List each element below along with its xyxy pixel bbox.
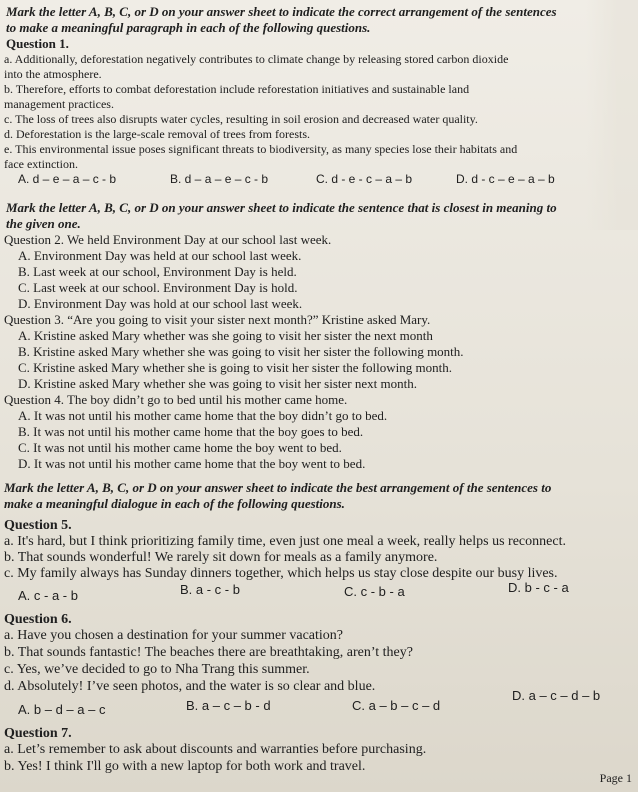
section3-instruction-line2: make a meaningful dialogue in each of the following questions.: [4, 496, 345, 511]
q6-option-a[interactable]: A. b – d – a – c: [18, 702, 106, 717]
q6-sentence-a: a. Have you chosen a destination for your summer vacation?: [4, 628, 344, 643]
q3-option-d[interactable]: D. Kristine asked Mary whether she was going to visit her sister next month.: [18, 376, 417, 391]
q7-sentence-a: a. Let’s remember to ask about discounts and warranties before purchasing.: [4, 742, 427, 757]
q1-option-b[interactable]: B. d – a – e – c - b: [170, 172, 269, 186]
q3-stem: Question 3. “Are you going to visit your sister next month?” Kristine asked Mary.: [4, 312, 431, 327]
q7-title: Question 7.: [4, 726, 72, 741]
q4-option-a[interactable]: A. It was not until his mother came home that the boy didn’t go to bed.: [18, 408, 388, 423]
q1-sentence-a-line1: a. Additionally, deforestation negatively contributes to climate change by releasing stored carbon dioxide: [4, 52, 509, 66]
q1-sentence-e-line1: e. This environmental issue poses significant threats to biodiversity, as many species lose their habitats and: [4, 142, 518, 156]
q2-option-d[interactable]: D. Environment Day was hold at our school last week.: [18, 296, 303, 311]
section2-instruction-line1: Mark the letter A, B, C, or D on your answer sheet to indicate the sentence that is closest in meaning to: [6, 200, 557, 215]
q6-sentence-d: d. Absolutely! I’ve seen photos, and the water is so clear and blue.: [4, 679, 376, 694]
q3-option-a[interactable]: A. Kristine asked Mary whether was she going to visit her sister the next month: [18, 328, 433, 343]
q1-title: Question 1.: [6, 36, 69, 51]
q5-title: Question 5.: [4, 518, 72, 533]
q4-option-b[interactable]: B. It was not until his mother came home that the boy goes to bed.: [18, 424, 364, 439]
q5-option-d[interactable]: D. b - c - a: [508, 580, 569, 595]
q4-stem: Question 4. The boy didn’t go to bed until his mother came home.: [4, 392, 348, 407]
q2-option-a[interactable]: A. Environment Day was held at our school last week.: [18, 248, 302, 263]
q6-sentence-c: c. Yes, we’ve decided to go to Nha Trang this summer.: [4, 662, 310, 677]
q1-sentence-d: d. Deforestation is the large-scale removal of trees from forests.: [4, 127, 310, 141]
section1-instruction-line1: Mark the letter A, B, C, or D on your answer sheet to indicate the correct arrangement of the sentences: [6, 4, 557, 19]
page-number: Page 1: [599, 771, 632, 785]
q6-option-b[interactable]: B. a – c – b - d: [186, 698, 271, 713]
q1-sentence-c: c. The loss of trees also disrupts water cycles, resulting in soil erosion and decreased water quality.: [4, 112, 478, 126]
q7-sentence-b: b. Yes! I think I'll go with a new laptop for both work and travel.: [4, 759, 366, 774]
q3-option-b[interactable]: B. Kristine asked Mary whether she was going to visit her sister the following month.: [18, 344, 464, 359]
q1-sentence-b-line2: management practices.: [4, 97, 114, 111]
q2-option-c[interactable]: C. Last week at our school. Environment Day is hold.: [18, 280, 298, 295]
q2-stem: Question 2. We held Environment Day at our school last week.: [4, 232, 332, 247]
q4-option-c[interactable]: C. It was not until his mother came home the boy went to bed.: [18, 440, 342, 455]
q6-option-d[interactable]: D. a – c – d – b: [512, 688, 601, 703]
q5-option-b[interactable]: B. a - c - b: [180, 582, 240, 597]
q1-sentence-e-line2: face extinction.: [4, 157, 78, 171]
q5-option-c[interactable]: C. c - b - a: [344, 584, 405, 599]
q5-sentence-b: b. That sounds wonderful! We rarely sit down for meals as a family anymore.: [4, 550, 438, 565]
q6-sentence-b: b. That sounds fantastic! The beaches there are breathtaking, aren’t they?: [4, 645, 413, 660]
q1-sentence-a-line2: into the atmosphere.: [4, 67, 102, 81]
q3-option-c[interactable]: C. Kristine asked Mary whether she is going to visit her sister the following month.: [18, 360, 452, 375]
page-edge-shadow: [586, 0, 638, 230]
q5-sentence-c: c. My family always has Sunday dinners together, which helps us stay close despite our busy lives.: [4, 566, 558, 581]
q6-title: Question 6.: [4, 612, 72, 627]
q6-option-c[interactable]: C. a – b – c – d: [352, 698, 441, 713]
q1-option-d[interactable]: D. d - c – e – a – b: [456, 172, 555, 186]
q4-option-d[interactable]: D. It was not until his mother came home that the boy went to bed.: [18, 456, 366, 471]
q5-option-a[interactable]: A. c - a - b: [18, 588, 78, 603]
q1-option-a[interactable]: A. d – e – a – c - b: [18, 172, 117, 186]
q2-option-b[interactable]: B. Last week at our school, Environment Day is held.: [18, 264, 297, 279]
section1-instruction-line2: to make a meaningful paragraph in each of the following questions.: [6, 20, 371, 35]
section3-instruction-line1: Mark the letter A, B, C, or D on your answer sheet to indicate the best arrangement of the sentences to: [4, 480, 552, 495]
q1-option-c[interactable]: C. d - e - c – a – b: [316, 172, 413, 186]
q1-sentence-b-line1: b. Therefore, efforts to combat deforestation include reforestation initiatives and sustainable land: [4, 82, 470, 96]
section2-instruction-line2: the given one.: [6, 216, 81, 231]
q5-sentence-a: a. It's hard, but I think prioritizing family time, even just one meal a week, really helps us reconnect.: [4, 534, 566, 549]
